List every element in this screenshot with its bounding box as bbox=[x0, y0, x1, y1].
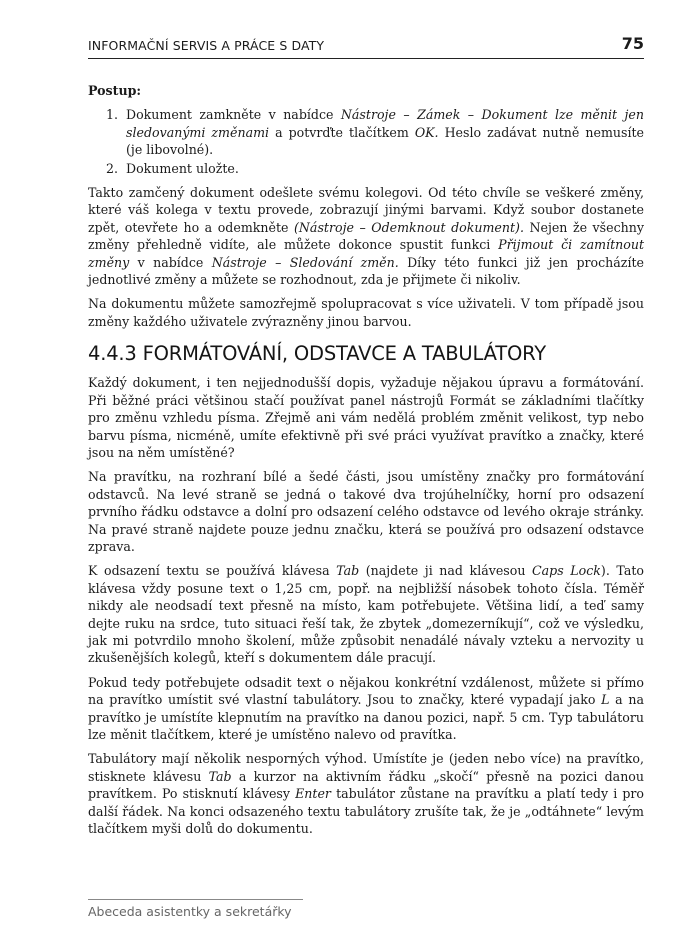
key-name: Tab bbox=[336, 563, 360, 579]
function-name: Přijmout či zamítnout změny bbox=[88, 237, 645, 270]
text-run: (najdete ji nad klávesou bbox=[359, 563, 533, 579]
running-footer: Abeceda asistentky a sekretářky bbox=[88, 904, 292, 919]
tab-marker-letter: L bbox=[601, 692, 610, 708]
text-run: a potvrďte tlačítkem bbox=[269, 124, 415, 140]
paragraph-5 bbox=[88, 562, 644, 666]
key-name: Caps Lock bbox=[532, 563, 601, 579]
procedure-step-2: 2. Dokument uložte. bbox=[122, 160, 644, 177]
menu-path: Nástroje – Sledování změn. bbox=[211, 254, 399, 270]
procedure-step-1 bbox=[122, 106, 644, 158]
text-run: Heslo zadávat nutně nemusíte (je libovolné). bbox=[126, 124, 645, 158]
text-run: tabulátor zůstane na pravítku a platí tedy i pro další řádek. Na konci odsazeného textu tabulátory zrušíte tak, že je „odtáhnete“ levým tlačítkem myši dolů do dokumentu. bbox=[88, 786, 645, 837]
text-run: Nejen že všechny změny přehledně vidíte, ale můžete dokonce spustit funkci bbox=[88, 219, 644, 253]
text-run: Tabulátory mají několik nesporných výhod. Umístíte je (jeden nebo více) na pravítko, stisknete klávesu bbox=[88, 751, 644, 784]
text-run: a kurzor na aktivním řádku „skočí“ přesně na pozici danou pravítkem. Po stisknutí klávesy bbox=[88, 768, 644, 802]
menu-path: (Nástroje – Odemknout dokument). bbox=[294, 219, 524, 235]
chapter-title: INFORMAČNÍ SERVIS A PRÁCE S DATY bbox=[88, 38, 325, 53]
footer-divider bbox=[88, 899, 303, 900]
section-heading: 4.4.3 FORMÁTOVÁNÍ, ODSTAVCE A TABULÁTORY bbox=[88, 342, 546, 366]
paragraph-6 bbox=[88, 674, 644, 744]
page-body bbox=[88, 82, 644, 844]
text-run: Takto zamčený dokument odešlete svému kolegovi. Od této chvíle se veškeré změny, které váš kolega v textu provede, zobrazují jinými barvami. Když soubor dostanete zpět, otevřete ho a odemkněte bbox=[88, 185, 644, 235]
running-header bbox=[88, 34, 644, 59]
procedure-label: Postup: bbox=[88, 83, 142, 98]
text-run: ). Tato klávesa vždy posune text o 1,25 cm, popř. na nejbližší násobek tohoto čísla. Téměř nikdy ale neodsadí text přesně na místo, kam potřebujete. Většina lidí, a teď samy dejte ruku na srdce, tuto situaci řeší tak, že zbytek „domezerníkují“, což ve výsledku, jak mi potvrdilo mnoho školení, může způsobit nenadálé návaly vzteku a nervozity u zkušenějších kolegů, kteří s dokumentem dále pracují. bbox=[88, 563, 644, 666]
text-run: Díky této funkci již jen procházíte jednotlivé změny a můžete se rozhodnout, zda je přijmete či nikoliv. bbox=[88, 254, 644, 288]
paragraph-4: Na pravítku, na rozhraní bílé a šedé části, jsou umístěny značky pro formátování odstavců. Na levé straně se jedná o takové dva trojúhelníčky, horní pro odsazení prvního řádku odstavce a dolní pro odsazení celého odstavce od levého okraje stránky. Na pravé straně najdete pouze jednu značku, která se používá pro odsazení odstavce zprava. bbox=[88, 469, 644, 554]
text-run: K odsazení textu se používá klávesa bbox=[88, 563, 337, 579]
menu-path: Nástroje – Zámek – Dokument lze měnit jen sledovanými změnami bbox=[126, 107, 644, 140]
key-name: Enter bbox=[295, 786, 331, 802]
text-run: a na pravítko je umístíte klepnutím na pravítko na danou pozici, např. 5 cm. Typ tabulátoru lze měnit tlačítkem, které je umístěno nalevo od pravítka. bbox=[88, 692, 644, 742]
text-run: Pokud tedy potřebujete odsadit text o nějakou konkrétní vzdálenost, můžete si přímo na pravítko umístit své vlastní tabulátory. Jsou to značky, které vypadají jako bbox=[88, 674, 644, 708]
procedure-steps bbox=[88, 106, 644, 177]
paragraph-7 bbox=[88, 750, 644, 837]
page-number: 75 bbox=[621, 34, 644, 53]
text-run: v nabídce bbox=[129, 254, 212, 270]
key-name: Tab bbox=[208, 768, 232, 784]
paragraph-3: Každý dokument, i ten nejjednodušší dopis, vyžaduje nějakou úpravu a formátování. Při běžné práci většinou stačí používat panel nástrojů Formát se základními tlačítky pro změnu vzhledu písma. Zřejmě ani vám nedělá problém změnit velikost, typ nebo barvu písma, nicméně, umíte efektivně při své práci využívat pravítko a značky, které jsou na něm umístěné? bbox=[88, 375, 644, 460]
button-name: OK. bbox=[414, 124, 439, 140]
text-run: Dokument zamkněte v nabídce bbox=[126, 107, 341, 123]
paragraph-1 bbox=[88, 184, 644, 288]
paragraph-2: Na dokumentu můžete samozřejmě spolupracovat s více uživateli. V tom případě jsou změny každého uživatele zvýrazněny jinou barvou. bbox=[88, 296, 644, 329]
